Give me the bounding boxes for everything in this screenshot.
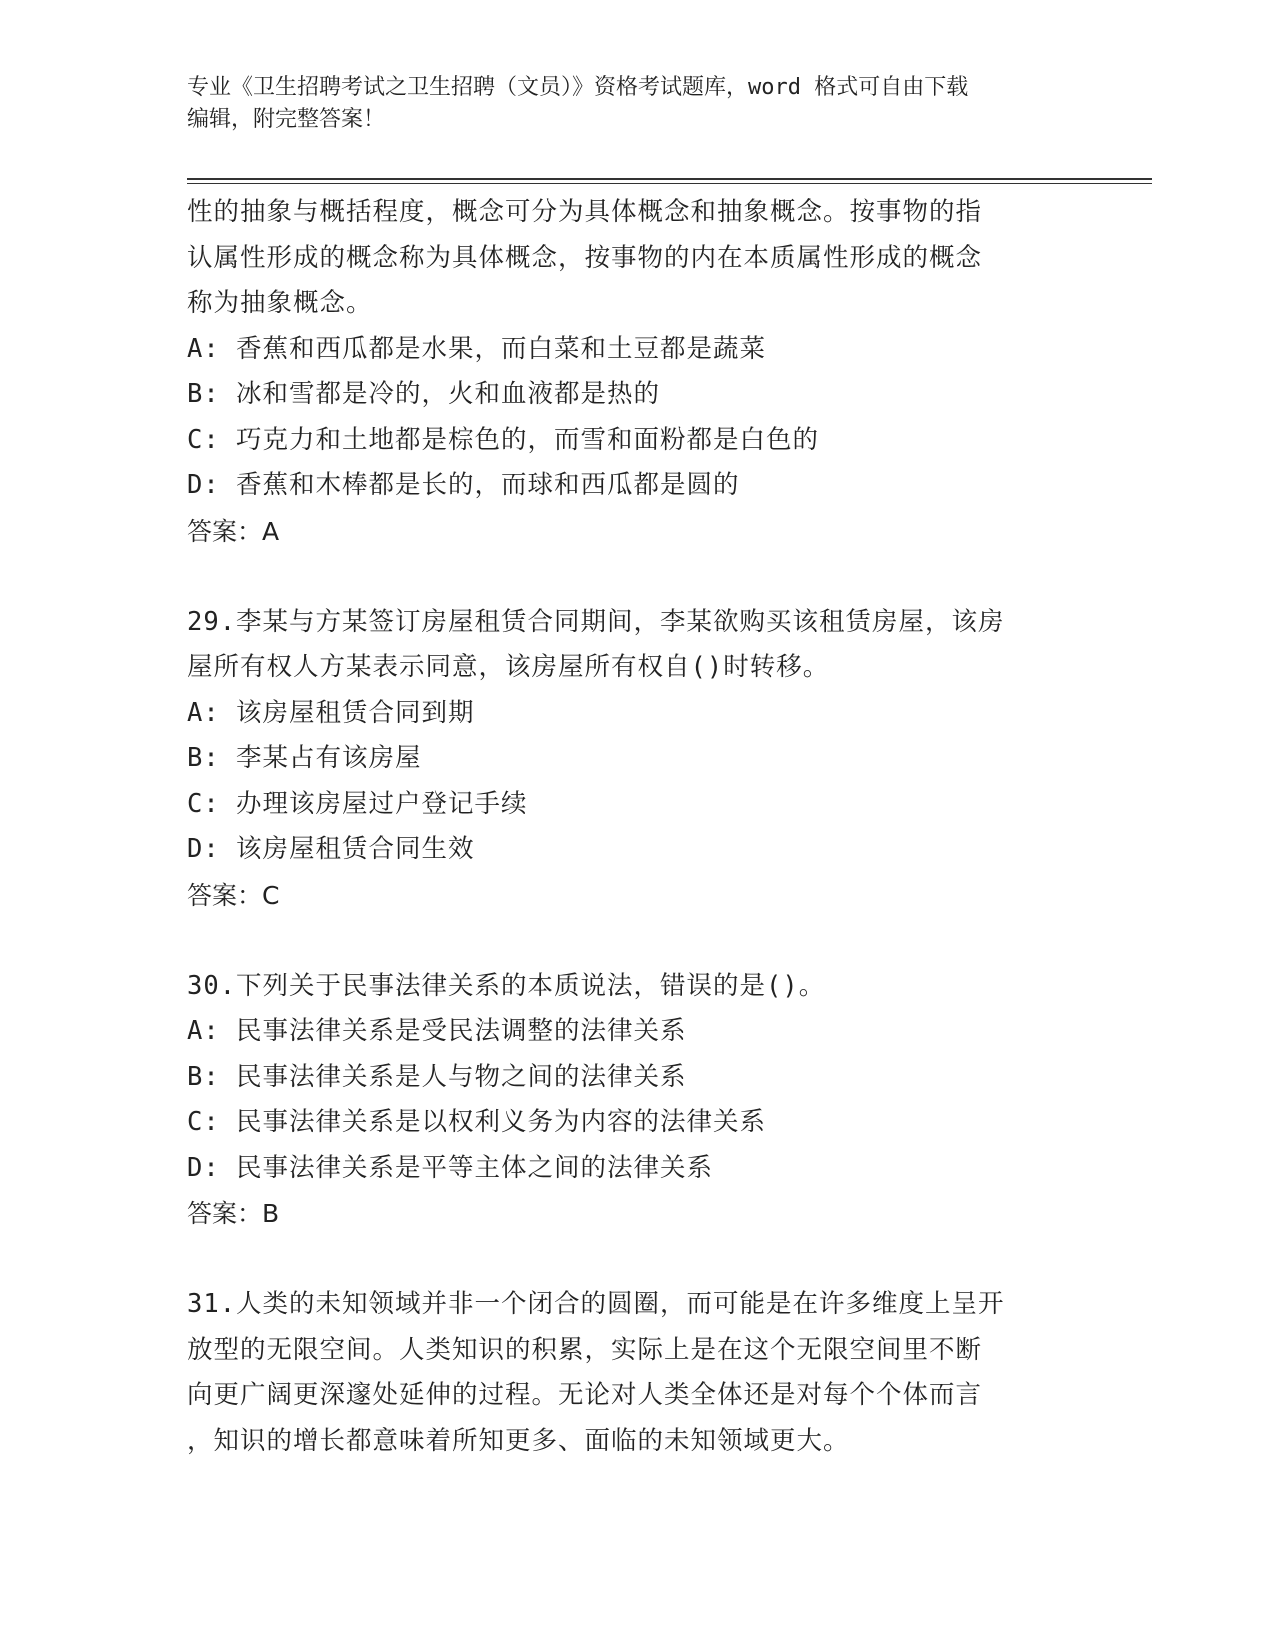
answer-label: 答案：B xyxy=(187,1199,280,1228)
question-30 xyxy=(187,964,1087,1237)
header-divider-thick xyxy=(187,178,1152,180)
header-line-2: 编辑，附完整答案！ xyxy=(187,107,386,132)
option-d: D: 该房屋租赁合同生效 xyxy=(187,834,475,864)
header-divider-thin xyxy=(187,183,1152,184)
header-line-1: 专业《卫生招聘考试之卫生招聘（文员）》资格考试题库，word 格式可自由下载 xyxy=(187,75,969,100)
question-29 xyxy=(187,600,1087,919)
question-31 xyxy=(187,1282,1087,1464)
question-text-line: 31.人类的未知领域并非一个闭合的圆圈，而可能是在许多维度上呈开 xyxy=(187,1289,1005,1319)
option-a: A: 该房屋租赁合同到期 xyxy=(187,697,475,728)
page-header xyxy=(187,72,1087,136)
option-b: B: 冰和雪都是冷的，火和血液都是热的 xyxy=(187,379,661,409)
option-a: A: 民事法律关系是受民法调整的法律关系 xyxy=(187,1016,687,1046)
option-b: B: 民事法律关系是人与物之间的法律关系 xyxy=(187,1061,687,1092)
question-text-line: 性的抽象与概括程度，概念可分为具体概念和抽象概念。按事物的指 xyxy=(187,197,983,227)
document-body xyxy=(187,190,1087,1464)
question-text-line: 放型的无限空间。人类知识的积累，实际上是在这个无限空间里不断 xyxy=(187,1334,983,1365)
question-text-line: 30.下列关于民事法律关系的本质说法，错误的是()。 xyxy=(187,970,826,1001)
option-b: B: 李某占有该房屋 xyxy=(187,743,422,773)
option-c: C: 巧克力和土地都是棕色的，而雪和面粉都是白色的 xyxy=(187,424,820,455)
answer-label: 答案：C xyxy=(187,880,280,910)
question-text-line: 认属性形成的概念称为具体概念，按事物的内在本质属性形成的概念 xyxy=(187,242,983,273)
question-text-line: 称为抽象概念。 xyxy=(187,288,373,318)
question-28-continued xyxy=(187,190,1087,554)
option-a: A: 香蕉和西瓜都是水果，而白菜和土豆都是蔬菜 xyxy=(187,333,767,364)
answer-label: 答案：A xyxy=(187,516,280,546)
question-text-line: 屋所有权人方某表示同意，该房屋所有权自()时转移。 xyxy=(187,652,830,682)
option-c: C: 办理该房屋过户登记手续 xyxy=(187,788,528,819)
question-text-line: ，知识的增长都意味着所知更多、面临的未知领域更大。 xyxy=(187,1425,850,1456)
option-c: C: 民事法律关系是以权利义务为内容的法律关系 xyxy=(187,1107,767,1137)
question-text-line: 向更广阔更深邃处延伸的过程。无论对人类全体还是对每个个体而言 xyxy=(187,1380,983,1410)
option-d: D: 香蕉和木棒都是长的，而球和西瓜都是圆的 xyxy=(187,470,740,500)
question-text-line: 29.李某与方某签订房屋租赁合同期间，李某欲购买该租赁房屋，该房 xyxy=(187,606,1005,637)
option-d: D: 民事法律关系是平等主体之间的法律关系 xyxy=(187,1152,714,1183)
